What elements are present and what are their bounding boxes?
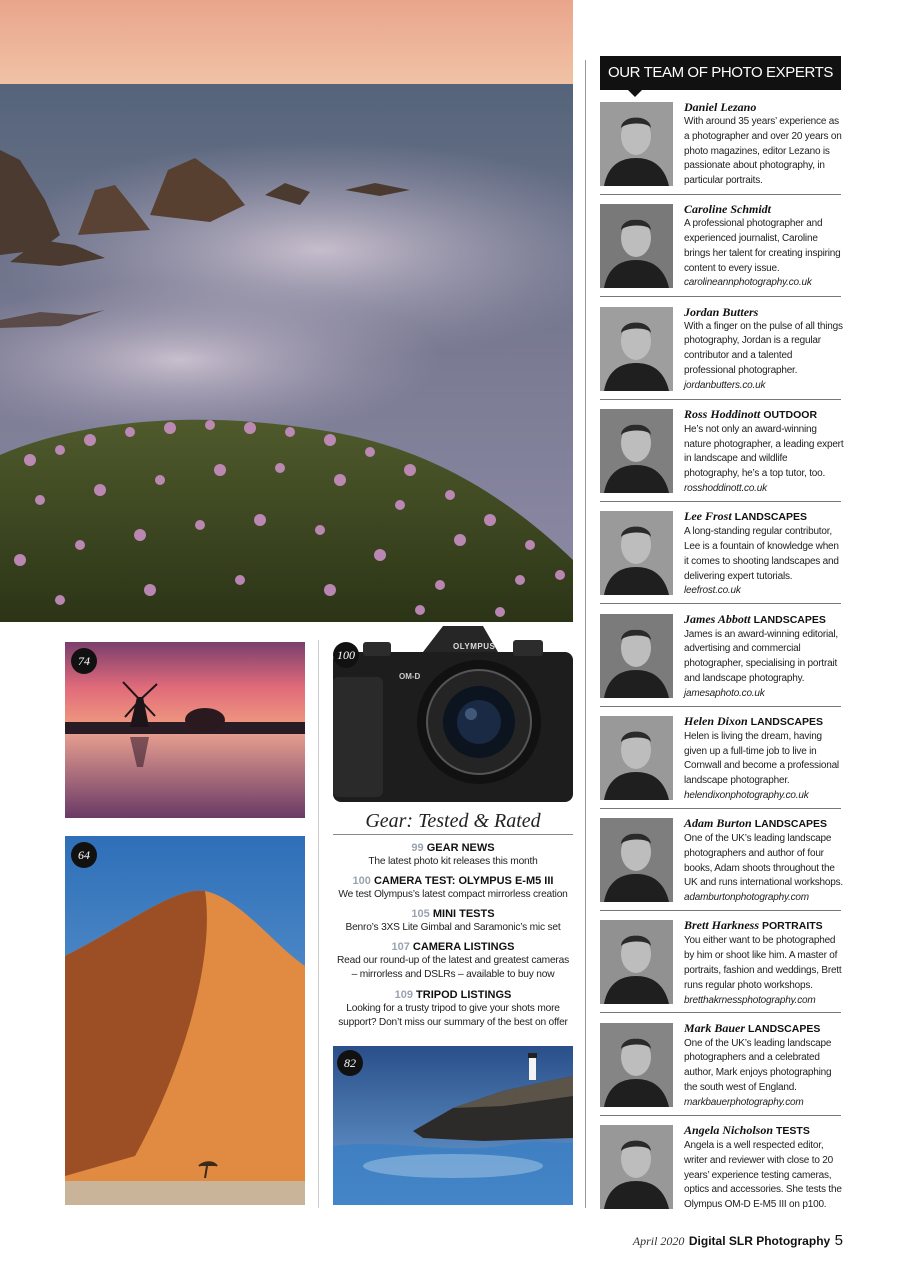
camera-model-label: OM-D	[399, 672, 421, 681]
expert-role: PORTRAITS	[762, 920, 823, 933]
expert-name-line	[684, 100, 844, 115]
expert-bio: James is an award-winning editorial, advertising and commercial photographer, specialising in portrait and landscape photography.	[684, 628, 838, 684]
expert-bio: A long-standing regular contributor, Lee is a fountain of knowledge when it comes to shooting landscapes and delivering expert tutorials.	[684, 526, 839, 582]
column-divider-inner	[318, 640, 319, 1208]
expert-name: Ross Hoddinott	[684, 406, 761, 421]
expert-name-line	[684, 202, 844, 217]
thumbnail-windmill[interactable]	[65, 642, 305, 818]
thumbnail-sand-dune[interactable]	[65, 836, 305, 1205]
expert-entry	[600, 608, 841, 710]
experts-header: OUR TEAM OF PHOTO EXPERTS	[600, 56, 841, 90]
expert-role: LANDSCAPES	[734, 511, 808, 524]
page-badge: 64	[71, 842, 97, 868]
expert-divider	[600, 1012, 841, 1013]
gear-item-heading: MINI TESTS	[432, 908, 495, 920]
expert-text	[684, 714, 844, 804]
page-footer	[600, 1232, 843, 1250]
expert-name: Mark Bauer	[684, 1020, 746, 1035]
gear-section-title: Gear: Tested & Rated	[365, 810, 541, 832]
expert-name-line	[684, 1123, 844, 1139]
expert-text	[684, 918, 844, 1008]
sand-dune-photo-icon	[65, 836, 305, 1205]
gear-item-page: 109	[394, 989, 413, 1001]
person-portrait-icon	[600, 511, 673, 595]
expert-portrait	[600, 1023, 673, 1107]
expert-divider	[600, 1115, 841, 1116]
expert-role: LANDSCAPES	[748, 1022, 821, 1035]
expert-website-link[interactable]: carolineannphotography.co.uk	[684, 277, 812, 289]
expert-text	[684, 202, 844, 291]
expert-website-link[interactable]: jordanbutters.co.uk	[684, 379, 766, 391]
expert-entry	[600, 812, 844, 914]
hero-photo	[0, 0, 573, 622]
expert-name-line	[684, 816, 844, 832]
expert-website-link[interactable]: leefrost.co.uk	[684, 585, 741, 597]
gear-item-description: The latest photo kit releases this month	[368, 856, 538, 867]
expert-divider	[600, 399, 841, 400]
expert-name: Lee Frost	[684, 509, 732, 524]
expert-portrait	[600, 409, 673, 493]
footer-page-number: 5	[834, 1232, 843, 1249]
gear-item-description: Benro’s 3XS Lite Gimbal and Saramonic’s mic set	[345, 922, 561, 933]
expert-name-line	[684, 305, 844, 320]
footer-date: April 2020	[632, 1234, 685, 1248]
expert-portrait	[600, 614, 673, 698]
gear-divider	[333, 834, 573, 835]
gear-item-tripod-listings[interactable]	[333, 988, 573, 1030]
expert-portrait	[600, 204, 673, 288]
gear-item-page: 100	[352, 875, 371, 887]
camera-brand-label: OLYMPUS	[453, 642, 496, 651]
person-portrait-icon	[600, 307, 673, 391]
expert-bio: A professional photographer and experienced journalist, Caroline brings her talent for creating inspiring content to every issue.	[684, 218, 841, 274]
expert-portrait	[600, 102, 673, 186]
expert-bio: Helen is living the dream, having given up a full-time job to live in Cornwall and become a professional landscape photographer.	[684, 730, 839, 787]
expert-divider	[600, 603, 841, 604]
expert-name: Helen Dixon	[684, 713, 748, 728]
expert-entry	[600, 403, 844, 505]
gear-item-heading: CAMERA TEST: OLYMPUS E-M5 III	[373, 875, 554, 887]
expert-portrait	[600, 307, 673, 391]
expert-divider	[600, 706, 841, 707]
expert-divider	[600, 808, 841, 809]
expert-name: Angela Nicholson	[684, 1123, 774, 1137]
expert-name: James Abbott	[684, 611, 751, 626]
expert-website-link[interactable]: helendixonphotography.co.uk	[684, 789, 809, 801]
page-badge: 74	[71, 648, 97, 674]
expert-role: LANDSCAPES	[753, 613, 826, 626]
gear-item-heading: CAMERA LISTINGS	[412, 941, 515, 953]
gear-item-heading: TRIPOD LISTINGS	[416, 989, 512, 1001]
expert-bio: He’s not only an award-winning nature photographer, a leading expert in landscape and wildlife photography, he’s a top tutor, too.	[684, 423, 844, 480]
expert-bio: You either want to be photographed by him or shoot like him. A master of portraits, fashion and weddings, Brett runs regular photo workshops.	[684, 935, 842, 991]
expert-portrait	[600, 818, 673, 902]
gear-item-page: 99	[411, 842, 424, 854]
expert-name-line	[684, 612, 844, 628]
expert-role: LANDSCAPES	[754, 818, 828, 831]
expert-role: OUTDOOR	[763, 408, 818, 421]
expert-portrait	[600, 920, 673, 1004]
expert-text	[684, 100, 844, 189]
expert-name: Daniel Lezano	[684, 100, 757, 114]
expert-entry	[600, 710, 841, 812]
gear-item-description: We test Olympus’s latest compact mirrorless creation	[338, 889, 568, 900]
expert-text	[684, 612, 844, 702]
page-badge: 100	[333, 642, 359, 668]
expert-website-link[interactable]: adamburtonphotography.com	[684, 892, 809, 904]
expert-portrait	[600, 716, 673, 800]
expert-name-line	[684, 1021, 844, 1037]
expert-website-link[interactable]: rosshoddinott.co.uk	[684, 483, 767, 495]
expert-divider	[600, 194, 841, 195]
gear-item-page: 107	[391, 941, 410, 953]
person-portrait-icon	[600, 614, 673, 698]
person-portrait-icon	[600, 1125, 673, 1209]
expert-website-link[interactable]: jamesaphoto.co.uk	[684, 687, 765, 699]
expert-role: LANDSCAPES	[750, 715, 824, 728]
expert-bio: Angela is a well respected editor, writer and reviewer with close to 20 years’ experience testing cameras, optics and accessories. She tests the Olympus OM-D E-M5 III on p100.	[684, 1140, 842, 1211]
expert-name-line	[684, 918, 844, 934]
expert-text	[684, 1021, 844, 1111]
expert-name-line	[684, 714, 844, 730]
expert-bio: With a finger on the pulse of all things photography, Jordan is a regular contributor and a talented professional photographer.	[684, 320, 843, 376]
expert-bio: One of the UK’s leading landscape photographers and author of four books, Adam shoots throughout the UK and runs international workshops.	[684, 833, 844, 889]
thumbnail-lighthouse[interactable]	[333, 1046, 573, 1205]
expert-name-line	[684, 509, 844, 525]
expert-bio: With around 35 years’ experience as a photographer and over 20 years on photo magazines, editor Lezano is passionate about photography, in particular portraits.	[684, 116, 842, 187]
expert-bio: One of the UK’s leading landscape photographers and a celebrated author, Mark enjoys photographing the south west of England.	[684, 1037, 832, 1094]
expert-name-line	[684, 407, 844, 423]
gear-item-page: 105	[411, 908, 430, 920]
gear-item-heading: GEAR NEWS	[426, 842, 495, 854]
expert-entry	[600, 505, 841, 607]
expert-entry	[600, 1017, 841, 1119]
person-portrait-icon	[600, 716, 673, 800]
expert-entry	[600, 914, 841, 1016]
gear-item-description: Read our round-up of the latest and greatest cameras – mirrorless and DSLRs – available to buy now	[337, 955, 569, 980]
expert-website-link[interactable]: markbauerphotography.com	[684, 1096, 804, 1108]
coastal-landscape-photo-icon	[0, 0, 573, 622]
gear-item-news[interactable]	[333, 841, 573, 869]
expert-entry	[600, 301, 841, 403]
expert-divider	[600, 910, 841, 911]
expert-text	[684, 305, 844, 394]
lighthouse-seascape-photo-icon	[333, 1046, 573, 1205]
thumbnail-camera[interactable]	[333, 622, 573, 802]
gear-item-mini-tests[interactable]	[333, 907, 573, 935]
expert-entry	[600, 1119, 841, 1221]
person-portrait-icon	[600, 1023, 673, 1107]
expert-text	[684, 407, 844, 497]
person-portrait-icon	[600, 204, 673, 288]
footer-magazine-name: Digital SLR Photography	[688, 1234, 831, 1248]
expert-entry	[600, 198, 841, 300]
gear-item-description: Looking for a trusty tripod to give your shots more support? Don’t miss our summary of the best on offer	[338, 1003, 568, 1028]
expert-text	[684, 509, 844, 599]
expert-text	[684, 816, 844, 906]
expert-text	[684, 1123, 844, 1213]
person-portrait-icon	[600, 920, 673, 1004]
gear-item-camera-listings[interactable]	[333, 940, 573, 982]
expert-divider	[600, 296, 841, 297]
page-badge: 82	[337, 1050, 363, 1076]
person-portrait-icon	[600, 818, 673, 902]
expert-name: Caroline Schmidt	[684, 202, 772, 217]
column-divider	[585, 60, 586, 1208]
expert-name: Jordan Butters	[684, 304, 759, 319]
expert-portrait	[600, 511, 673, 595]
expert-name: Brett Harkness	[684, 918, 760, 933]
person-portrait-icon	[600, 102, 673, 186]
expert-role: TESTS	[776, 1125, 810, 1137]
expert-name: Adam Burton	[684, 816, 752, 831]
expert-portrait	[600, 1125, 673, 1209]
expert-website-link[interactable]: bretthakrnessphotography.com	[684, 994, 816, 1006]
expert-divider	[600, 501, 841, 502]
person-portrait-icon	[600, 409, 673, 493]
gear-item-camera-test[interactable]	[333, 874, 573, 902]
expert-entry	[600, 96, 841, 198]
windmill-sunset-photo-icon	[65, 642, 305, 818]
